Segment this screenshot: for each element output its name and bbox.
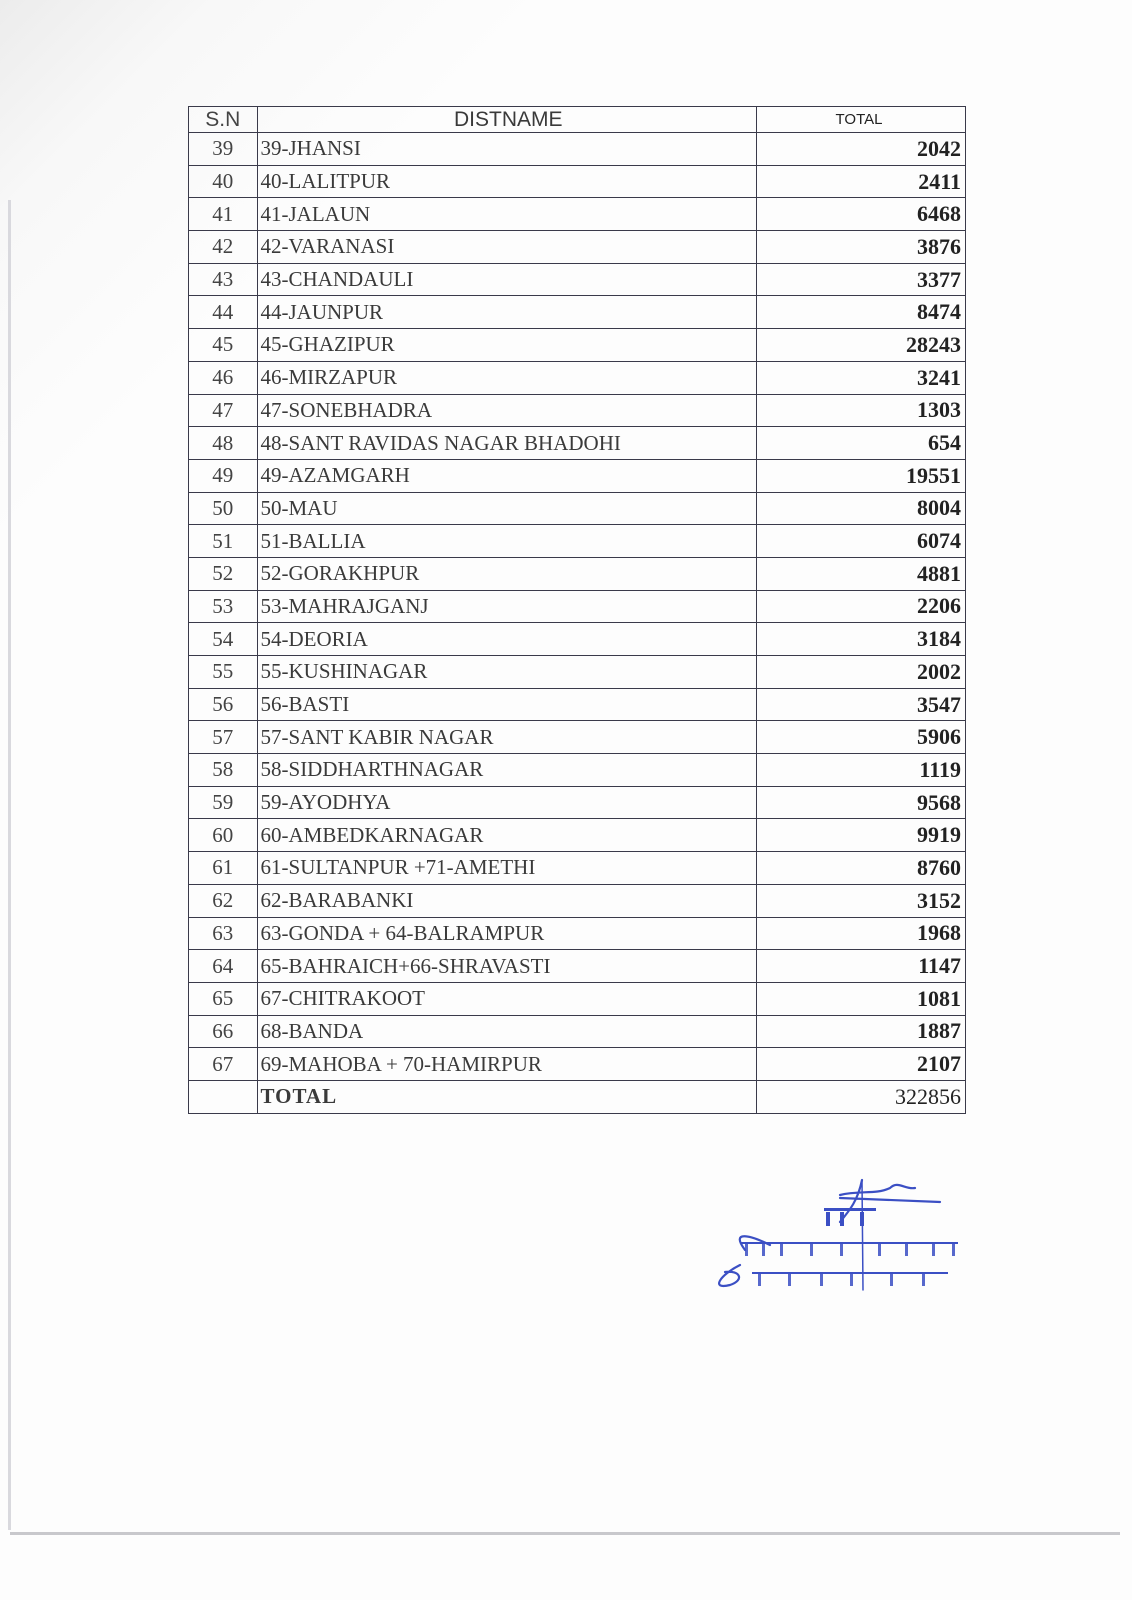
row-sn: 57 — [189, 721, 258, 754]
row-total: 8760 — [757, 852, 966, 885]
table-row — [189, 884, 966, 917]
table-row — [189, 198, 966, 231]
header-sn: S.N — [189, 107, 258, 133]
row-total: 3152 — [757, 884, 966, 917]
row-sn: 46 — [189, 361, 258, 394]
row-total: 2206 — [757, 590, 966, 623]
table-row — [189, 721, 966, 754]
row-district-name: 51-BALLIA — [257, 525, 757, 558]
row-sn: 55 — [189, 656, 258, 689]
row-total: 19551 — [757, 459, 966, 492]
row-district-name: 60-AMBEDKARNAGAR — [257, 819, 757, 852]
row-total: 1147 — [757, 950, 966, 983]
header-distname: DISTNAME — [257, 107, 757, 133]
signature-stamp-graphic — [700, 1150, 980, 1300]
total-row — [189, 1080, 966, 1113]
table-row — [189, 656, 966, 689]
table-row — [189, 133, 966, 166]
table-row — [189, 165, 966, 198]
table-row — [189, 557, 966, 590]
row-sn: 63 — [189, 917, 258, 950]
table-row — [189, 786, 966, 819]
row-total: 2002 — [757, 656, 966, 689]
table-row — [189, 688, 966, 721]
row-total: 3547 — [757, 688, 966, 721]
row-sn: 61 — [189, 852, 258, 885]
row-total: 2107 — [757, 1048, 966, 1081]
row-total: 1303 — [757, 394, 966, 427]
table-row — [189, 525, 966, 558]
row-sn: 43 — [189, 263, 258, 296]
row-district-name: 53-MAHRAJGANJ — [257, 590, 757, 623]
row-sn: 42 — [189, 231, 258, 264]
row-district-name: 49-AZAMGARH — [257, 459, 757, 492]
row-district-name: 63-GONDA + 64-BALRAMPUR — [257, 917, 757, 950]
scan-edge-bottom — [10, 1532, 1120, 1535]
table-row — [189, 982, 966, 1015]
total-sn-empty — [189, 1080, 258, 1113]
row-sn: 52 — [189, 557, 258, 590]
row-total: 6468 — [757, 198, 966, 231]
row-total: 3377 — [757, 263, 966, 296]
official-stamp-signature — [700, 1150, 980, 1300]
row-sn: 44 — [189, 296, 258, 329]
table-row — [189, 492, 966, 525]
row-district-name: 46-MIRZAPUR — [257, 361, 757, 394]
table-row — [189, 361, 966, 394]
row-district-name: 67-CHITRAKOOT — [257, 982, 757, 1015]
row-district-name: 42-VARANASI — [257, 231, 757, 264]
scan-edge-left — [8, 200, 11, 1530]
row-sn: 39 — [189, 133, 258, 166]
row-sn: 50 — [189, 492, 258, 525]
row-sn: 59 — [189, 786, 258, 819]
row-total: 9568 — [757, 786, 966, 819]
row-total: 28243 — [757, 329, 966, 362]
row-district-name: 47-SONEBHADRA — [257, 394, 757, 427]
table-row — [189, 296, 966, 329]
row-total: 1968 — [757, 917, 966, 950]
total-value: 322856 — [757, 1080, 966, 1113]
stamp-text-graphic — [740, 1208, 958, 1274]
table-row — [189, 329, 966, 362]
row-total: 5906 — [757, 721, 966, 754]
row-total: 3876 — [757, 231, 966, 264]
row-district-name: 57-SANT KABIR NAGAR — [257, 721, 757, 754]
row-district-name: 50-MAU — [257, 492, 757, 525]
row-district-name: 48-SANT RAVIDAS NAGAR BHADOHI — [257, 427, 757, 460]
table-row — [189, 1015, 966, 1048]
row-total: 2411 — [757, 165, 966, 198]
row-district-name: 62-BARABANKI — [257, 884, 757, 917]
row-district-name: 45-GHAZIPUR — [257, 329, 757, 362]
total-label: TOTAL — [257, 1080, 757, 1113]
row-sn: 66 — [189, 1015, 258, 1048]
table-row — [189, 459, 966, 492]
row-sn: 51 — [189, 525, 258, 558]
row-district-name: 59-AYODHYA — [257, 786, 757, 819]
row-total: 8004 — [757, 492, 966, 525]
table-row — [189, 590, 966, 623]
row-district-name: 40-LALITPUR — [257, 165, 757, 198]
row-total: 1119 — [757, 754, 966, 787]
row-sn: 65 — [189, 982, 258, 1015]
row-district-name: 65-BAHRAICH+66-SHRAVASTI — [257, 950, 757, 983]
row-district-name: 61-SULTANPUR +71-AMETHI — [257, 852, 757, 885]
row-district-name: 41-JALAUN — [257, 198, 757, 231]
table-row — [189, 623, 966, 656]
row-sn: 40 — [189, 165, 258, 198]
row-sn: 56 — [189, 688, 258, 721]
row-district-name: 68-BANDA — [257, 1015, 757, 1048]
row-sn: 67 — [189, 1048, 258, 1081]
table-row — [189, 231, 966, 264]
header-total: TOTAL — [757, 107, 966, 133]
table-row — [189, 917, 966, 950]
table-header-row — [189, 107, 966, 133]
row-district-name: 69-MAHOBA + 70-HAMIRPUR — [257, 1048, 757, 1081]
row-sn: 45 — [189, 329, 258, 362]
table-row — [189, 819, 966, 852]
row-sn: 41 — [189, 198, 258, 231]
row-sn: 47 — [189, 394, 258, 427]
row-district-name: 44-JAUNPUR — [257, 296, 757, 329]
row-total: 654 — [757, 427, 966, 460]
table-row — [189, 394, 966, 427]
signature-stroke — [840, 1180, 940, 1222]
table-row — [189, 1048, 966, 1081]
row-total: 8474 — [757, 296, 966, 329]
row-sn: 49 — [189, 459, 258, 492]
row-total: 9919 — [757, 819, 966, 852]
table-row — [189, 263, 966, 296]
row-total: 2042 — [757, 133, 966, 166]
row-total: 4881 — [757, 557, 966, 590]
row-district-name: 43-CHANDAULI — [257, 263, 757, 296]
row-sn: 53 — [189, 590, 258, 623]
row-sn: 64 — [189, 950, 258, 983]
row-district-name: 39-JHANSI — [257, 133, 757, 166]
row-district-name: 54-DEORIA — [257, 623, 757, 656]
row-district-name: 55-KUSHINAGAR — [257, 656, 757, 689]
table-row — [189, 427, 966, 460]
row-total: 3184 — [757, 623, 966, 656]
row-sn: 48 — [189, 427, 258, 460]
row-district-name: 58-SIDDHARTHNAGAR — [257, 754, 757, 787]
table-row — [189, 754, 966, 787]
row-district-name: 52-GORAKHPUR — [257, 557, 757, 590]
table-row — [189, 852, 966, 885]
table-row — [189, 950, 966, 983]
row-sn: 58 — [189, 754, 258, 787]
row-total: 1887 — [757, 1015, 966, 1048]
row-total: 1081 — [757, 982, 966, 1015]
district-totals-table — [188, 106, 966, 1114]
row-sn: 62 — [189, 884, 258, 917]
row-total: 6074 — [757, 525, 966, 558]
row-sn: 60 — [189, 819, 258, 852]
row-total: 3241 — [757, 361, 966, 394]
row-sn: 54 — [189, 623, 258, 656]
row-district-name: 56-BASTI — [257, 688, 757, 721]
